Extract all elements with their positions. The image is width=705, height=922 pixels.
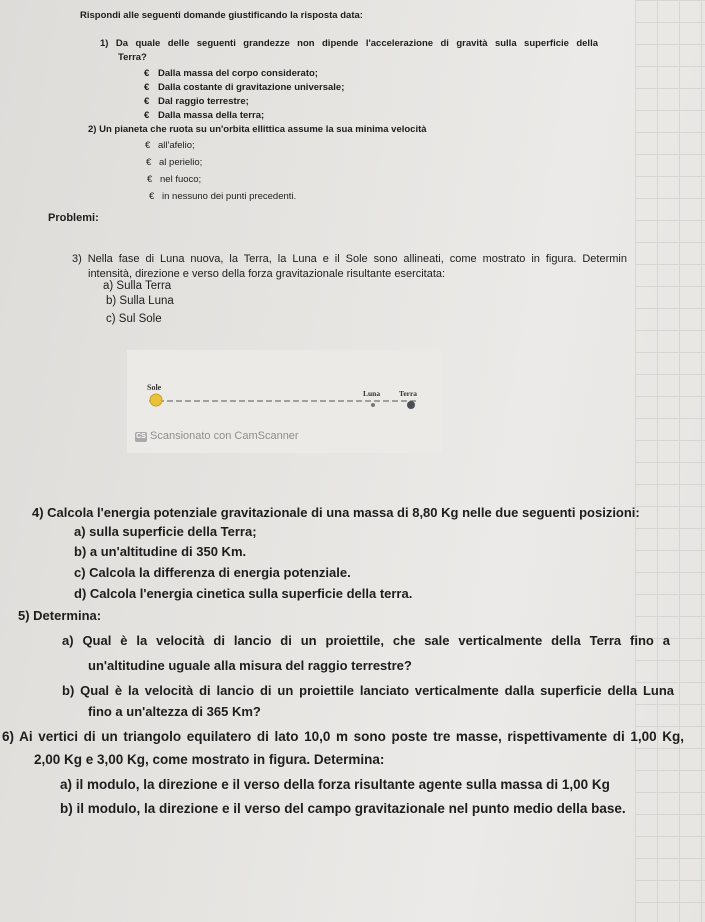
- moon-label: Luna: [363, 389, 381, 398]
- moon-icon: [371, 403, 375, 407]
- notebook-grid-background: [635, 0, 705, 922]
- problem-6-line-2: 2,00 Kg e 3,00 Kg, come mostrato in figura. Determina:: [34, 752, 385, 767]
- scanner-text: Scansionato con CamScanner: [150, 430, 299, 442]
- problem-6-item-b: b) il modulo, la direzione e il verso del campo gravitazionale nel punto medio della base.: [60, 801, 626, 816]
- problem-4-item-b: b) a un'altitudine di 350 Km.: [74, 544, 247, 559]
- bullet-icon: €: [144, 110, 150, 121]
- earth-icon: [407, 401, 415, 409]
- q2-option-1: all'afelio;: [158, 140, 195, 151]
- problem-3-line-1: 3) Nella fase di Luna nuova, la Terra, la Luna e il Sole sono allineati, come mostrato in figura. Determin: [72, 253, 627, 265]
- problem-3-item-c: c) Sul Sole: [106, 313, 162, 325]
- problem-4-item-a: a) sulla superficie della Terra;: [74, 524, 257, 539]
- alignment-figure: [127, 350, 442, 453]
- problem-5-a-line-2: un'altitudine uguale alla misura del raggio terrestre?: [88, 658, 412, 673]
- problem-5-b-line-1: b) Qual è la velocità di lancio di un proiettile lanciato verticalmente dalla superficie della Luna: [62, 683, 674, 698]
- question-1-line-1: 1) Da quale delle seguenti grandezze non dipende l'accelerazione di gravità sulla superficie della: [100, 38, 598, 49]
- question-1-line-2: Terra?: [118, 52, 147, 63]
- problem-3-line-2: intensità, direzione e verso della forza gravitazionale risultante esercitata:: [88, 268, 446, 280]
- problem-3-item-a: a) Sulla Terra: [103, 280, 172, 292]
- bullet-icon: €: [144, 96, 150, 107]
- q1-option-4: Dalla massa della terra;: [158, 110, 265, 121]
- earth-label: Terra: [399, 389, 418, 398]
- q2-option-2: al perielio;: [159, 157, 203, 168]
- q2-option-4: in nessuno dei punti precedenti.: [162, 191, 297, 202]
- problem-6-item-a: a) il modulo, la direzione e il verso della forza risultante agente sulla massa di 1,00 Kg: [60, 777, 610, 792]
- problem-5-b-line-2: fino a un'altezza di 365 Km?: [88, 704, 261, 719]
- q1-option-3: Dal raggio terrestre;: [158, 96, 249, 107]
- scanner-watermark: [135, 430, 299, 442]
- bullet-icon: €: [147, 174, 153, 185]
- sun-label: Sole: [147, 383, 162, 392]
- camscanner-logo-icon: CS: [136, 433, 146, 440]
- q2-option-3: nel fuoco;: [160, 174, 202, 185]
- problem-4-item-d: d) Calcola l'energia cinetica sulla superficie della terra.: [74, 586, 413, 601]
- problem-4: 4) Calcola l'energia potenziale gravitazionale di una massa di 8,80 Kg nelle due seguenti posizioni:: [32, 505, 640, 520]
- problem-4-item-c: c) Calcola la differenza di energia potenziale.: [74, 565, 351, 580]
- sun-icon: [150, 394, 162, 406]
- bullet-icon: €: [144, 68, 150, 79]
- question-2: 2) Un pianeta che ruota su un'orbita ellittica assume la sua minima velocità: [88, 124, 427, 135]
- q1-option-1: Dalla massa del corpo considerato;: [158, 68, 318, 79]
- bullet-icon: €: [144, 82, 150, 93]
- problems-heading: Problemi:: [48, 212, 99, 224]
- problem-5-title: 5) Determina:: [18, 608, 102, 623]
- bullet-icon: €: [145, 140, 151, 151]
- bullet-icon: €: [146, 157, 152, 168]
- problem-5-a-line-1: a) Qual è la velocità di lancio di un proiettile, che sale verticalmente della Terra fino a: [62, 633, 670, 648]
- problem-3-item-b: b) Sulla Luna: [106, 295, 174, 307]
- instructions-header: Rispondi alle seguenti domande giustificando la risposta data:: [80, 10, 363, 21]
- q1-option-2: Dalla costante di gravitazione universale;: [158, 82, 345, 93]
- problem-6-line-1: 6) Ai vertici di un triangolo equilatero di lato 10,0 m sono poste tre masse, rispettivamente di 1,00 Kg,: [2, 729, 684, 744]
- bullet-icon: €: [149, 191, 155, 202]
